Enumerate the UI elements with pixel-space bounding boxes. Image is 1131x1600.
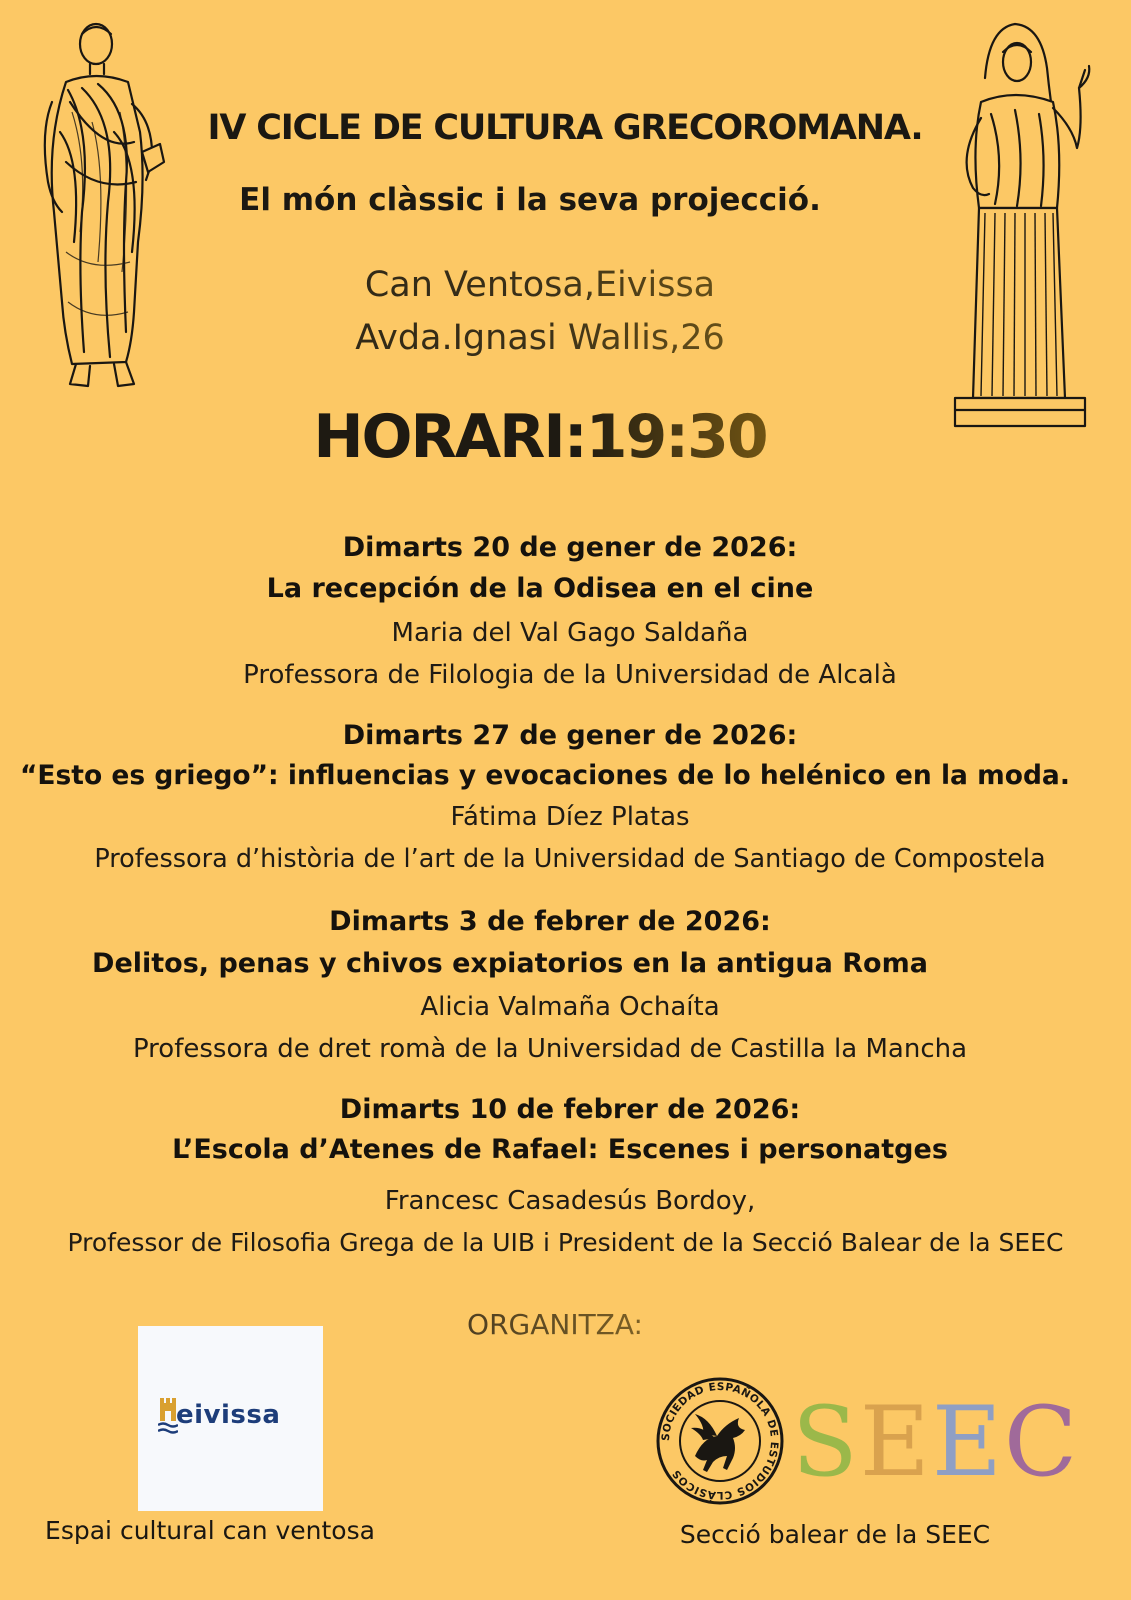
venue-address: Avda.Ignasi Wallis,26 [200,318,880,358]
seec-letter: E [931,1386,1004,1498]
eivissa-logo-text: eivissa [176,1400,281,1430]
session-talk-title: La recepción de la Odisea en el cine [266,573,814,604]
seec-pegasus-seal-icon [655,1376,785,1506]
session-talk-title: Delitos, penas y chivos expiatorios en la antigua Roma [92,948,928,979]
schedule-time: HORARI:19:30 [210,402,870,472]
seec-letter: E [859,1386,932,1498]
seec-logo-text [792,1386,1079,1498]
session-date: Dimarts 20 de gener de 2026: [342,532,798,563]
session-affiliation: Professora d’història de l’art de la Universidad de Santiago de Compostela [94,844,1046,874]
session-speaker: Francesc Casadesús Bordoy, [384,1186,756,1216]
session-date: Dimarts 10 de febrer de 2026: [339,1094,801,1125]
session-speaker: Fátima Díez Platas [450,802,690,832]
session-affiliation: Professor de Filosofia Grega de la UIB i President de la Secció Balear de la SEEC [67,1228,1064,1257]
seec-letter: C [1003,1386,1080,1498]
session-speaker: Alicia Valmaña Ochaíta [420,992,720,1022]
castle-tower-icon [158,1398,178,1436]
greek-statue-illustration [945,18,1095,438]
session-date: Dimarts 3 de febrer de 2026: [329,906,771,937]
seec-letter: S [792,1386,860,1498]
eivissa-caption: Espai cultural can ventosa [45,1516,375,1545]
session-date: Dimarts 27 de gener de 2026: [342,720,798,751]
seec-caption: Secció balear de la SEEC [679,1520,991,1549]
session-talk-title: L’Escola d’Atenes de Rafael: Escenes i personatges [172,1134,948,1165]
session-speaker: Maria del Val Gago Saldaña [391,618,749,648]
eivissa-logo [138,1326,323,1511]
session-talk-title: “Esto es griego”: influencias y evocaciones de lo helénico en la moda. [20,760,1070,791]
organizers-label: ORGANITZA: [380,1308,730,1341]
seec-seal-text: SOCIEDAD ESPAÑOLA DE ESTUDIOS CLÁSICOS [659,1380,781,1502]
event-title: IV CICLE DE CULTURA GRECOROMANA. [207,108,923,148]
session-affiliation: Professora de Filologia de la Universidad de Alcalà [243,660,897,690]
event-subtitle: El món clàssic i la seva projecció. [239,182,821,218]
session-affiliation: Professora de dret romà de la Universidad de Castilla la Mancha [132,1034,968,1064]
venue-name: Can Ventosa,Eivissa [200,265,880,305]
